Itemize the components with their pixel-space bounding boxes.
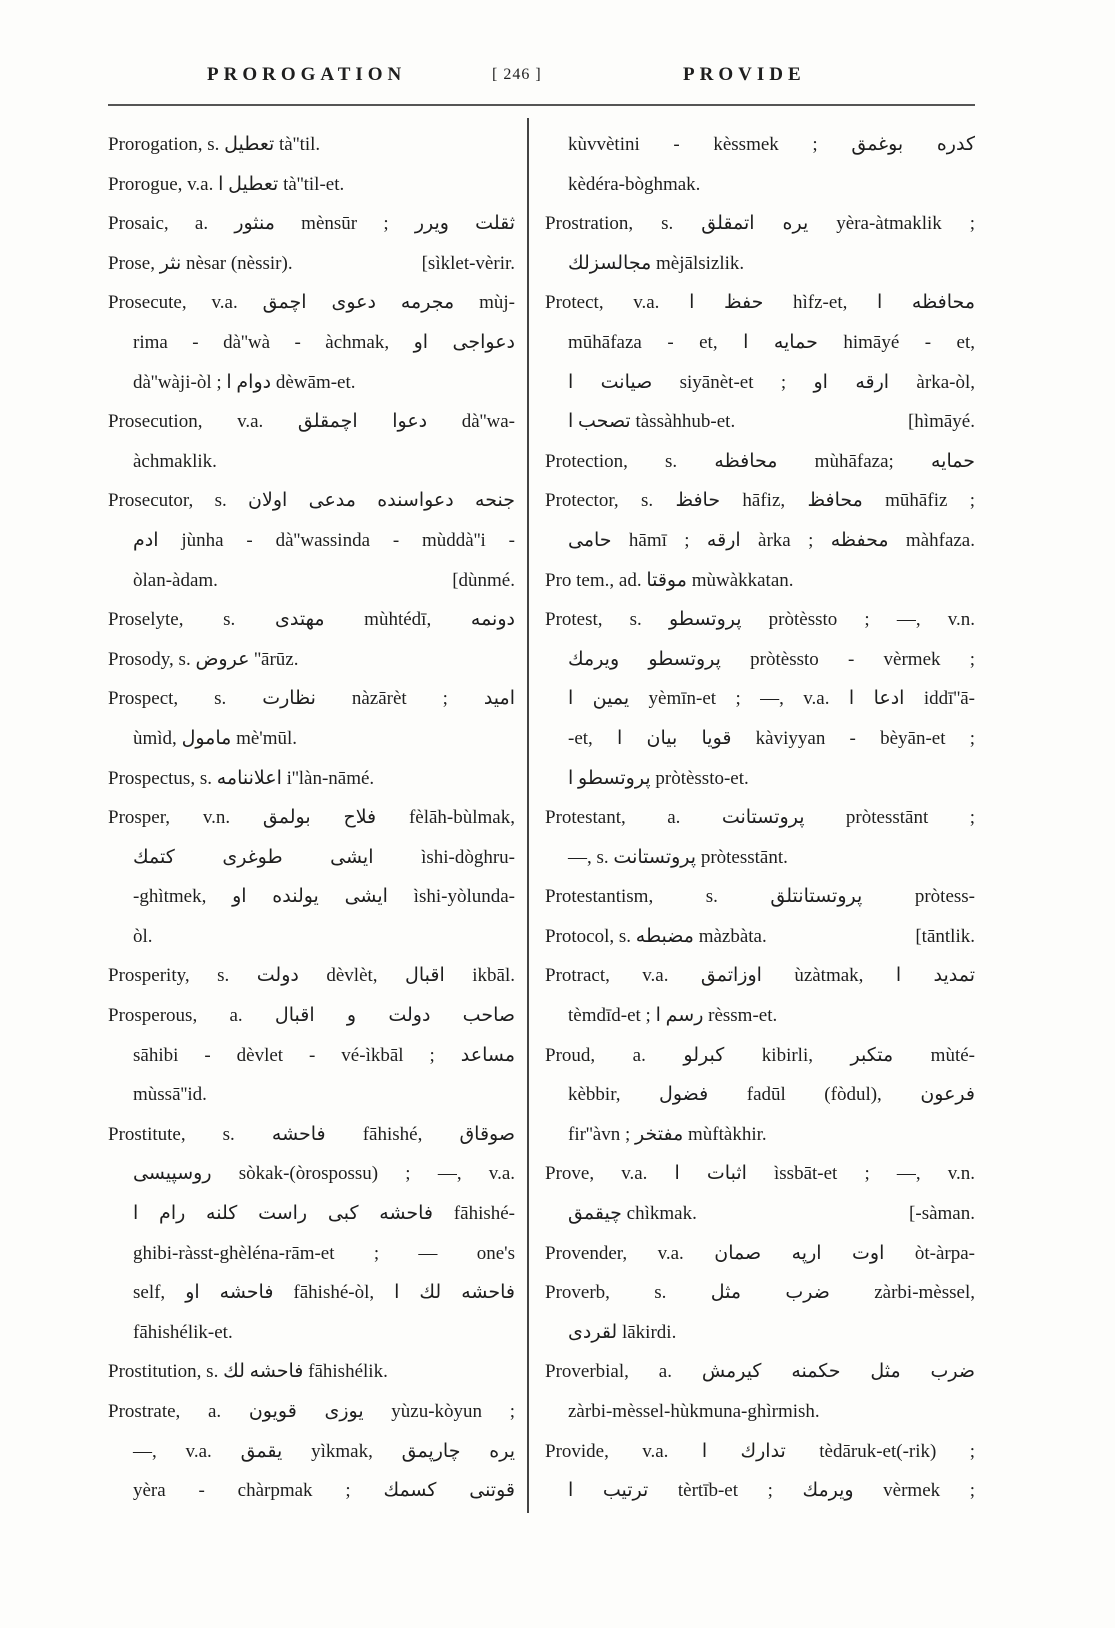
line-text: tèmdīd-et ; رسم ا rèssm-et. xyxy=(568,1005,778,1027)
line-tail: [hìmāyé. xyxy=(907,411,975,433)
line-text: ترتيب ا tèrtīb-et ; ويرمك vèrmek ; xyxy=(568,1480,975,1502)
line-text: Prospectus, s. اعلاننامه i''làn-nāmé. xyxy=(108,767,375,789)
continuation-line xyxy=(545,679,975,719)
entry-line xyxy=(108,640,515,680)
line-text: —, v.a. يقمق yìkmak, يره چارپمق xyxy=(133,1440,515,1462)
continuation-line xyxy=(108,561,515,601)
line-text: kèdéra-bòghmak. xyxy=(568,173,701,195)
entry-line xyxy=(545,956,975,996)
continuation-line xyxy=(545,363,975,403)
entry-line xyxy=(108,996,515,1036)
line-text: Prostrate, a. يوزى قويون yùzu-kòyun ; xyxy=(108,1401,515,1422)
continuation-line xyxy=(545,323,975,363)
entry-line xyxy=(108,481,515,521)
entry-line xyxy=(108,204,515,244)
entry-line xyxy=(545,1352,975,1392)
continuation-line xyxy=(545,1194,975,1234)
line-text: Prosperity, s. دولت dèvlèt, اقبال ikbāl. xyxy=(108,965,515,987)
line-text: Protocol, s. مضبطه màzbàta. xyxy=(545,925,767,947)
entry-line xyxy=(108,679,515,719)
continuation-line xyxy=(108,442,515,482)
continuation-line xyxy=(545,719,975,759)
line-text: Proverb, s. ضرب مثل zàrbi-mèssel, xyxy=(545,1282,975,1304)
entry-line xyxy=(108,244,515,284)
entry-line xyxy=(108,1392,515,1432)
entry-line xyxy=(545,1154,975,1194)
continuation-line xyxy=(108,719,515,759)
line-text: Proverbial, a. ضرب مثل حكمنه كيرمش xyxy=(545,1361,975,1383)
line-text: fāhishélik-et. xyxy=(133,1321,233,1343)
continuation-line xyxy=(545,1471,975,1511)
line-text: Proud, a. كبرلو kibirli, متكبر mùté- xyxy=(545,1044,975,1066)
line-text: مجالسزلك mèjālsizlik. xyxy=(568,252,745,274)
line-text: yèra - chàrpmak ; قوتنى كسمك xyxy=(133,1480,515,1502)
entry-line xyxy=(108,283,515,323)
line-text: يمين ا yèmīn-et ; —, v.a. ادعا ا iddī''ā- xyxy=(568,688,975,710)
line-text: Prove, v.a. اثبات ا ìssbāt-et ; —, v.n. xyxy=(545,1163,975,1185)
line-text: Protestant, a. پروتستانت pròtesstānt ; xyxy=(545,807,975,829)
line-text: -ghìtmek, ايشى يولنده او ìshi-yòlunda- xyxy=(133,886,515,908)
continuation-line xyxy=(545,125,975,165)
line-text: kèbbir, فضول fadūl (fòdul), فرعون xyxy=(568,1084,975,1106)
line-text: Prosperous, a. صاحب دولت و اقبال xyxy=(108,1005,515,1027)
line-text: Prosecutor, s. جنحه دعواسنده مدعى اولان xyxy=(108,490,515,512)
continuation-line xyxy=(545,402,975,442)
line-text: حامى hāmī ; ارقه àrka ; محفظه màhfaza. xyxy=(568,529,975,551)
continuation-line xyxy=(545,996,975,1036)
entry-line xyxy=(545,1432,975,1472)
entry-line xyxy=(108,1352,515,1392)
entry-line xyxy=(545,283,975,323)
left-column xyxy=(108,125,515,1511)
line-text: فاحشه كبى راست كلنه رام ا fāhishé- xyxy=(133,1203,515,1225)
page-number: [ 246 ] xyxy=(492,66,542,83)
line-text: لقردى lākirdi. xyxy=(568,1321,677,1343)
continuation-line xyxy=(108,877,515,917)
continuation-line xyxy=(108,1471,515,1511)
line-text: òl. xyxy=(133,925,153,947)
right-column xyxy=(545,125,975,1511)
line-text: Prosaic, a. منثور mènsūr ; ثقلت ويرر xyxy=(108,213,515,235)
line-text: Proselyte, s. مهتدى mùhtédī, دونمه xyxy=(108,609,515,631)
entry-line xyxy=(545,917,975,957)
line-text: mūhāfaza - et, حمايه ا himāyé - et, xyxy=(568,331,975,353)
entry-line xyxy=(108,798,515,838)
line-tail: [dùnmé. xyxy=(452,569,515,591)
line-text: zàrbi-mèssel-hùkmuna-ghìrmish. xyxy=(568,1401,820,1422)
entry-line xyxy=(545,877,975,917)
continuation-line xyxy=(108,363,515,403)
continuation-line xyxy=(108,1075,515,1115)
entry-line xyxy=(108,402,515,442)
line-text: sāhibi - dèvlet - vé-ìkbāl ; مساعد xyxy=(133,1044,515,1066)
continuation-line xyxy=(545,1075,975,1115)
line-text: rima - dà''wà - àchmak, دعواجى او xyxy=(133,331,515,353)
line-text: òlan-àdam. xyxy=(133,569,218,591)
line-text: Pro tem., ad. موقتا mùwàkkatan. xyxy=(545,569,794,591)
line-text: —, s. پروتستانت pròtesstānt. xyxy=(568,846,788,868)
line-tail: [-sàman. xyxy=(909,1203,975,1225)
line-text: Prosper, v.n. فلاح بولمق fèlāh-bùlmak, xyxy=(108,807,515,829)
entry-line xyxy=(545,1273,975,1313)
continuation-line xyxy=(108,521,515,561)
column-divider xyxy=(527,118,529,1513)
continuation-line xyxy=(108,1234,515,1274)
continuation-line xyxy=(545,1313,975,1353)
entry-line xyxy=(545,204,975,244)
line-text: Protection, s. محافظه mùhāfaza; حمايه xyxy=(545,450,975,472)
line-text: چيقمق chìkmak. xyxy=(568,1203,697,1225)
line-text: تصحب ا tàssàhhub-et. xyxy=(568,411,736,433)
continuation-line xyxy=(108,1194,515,1234)
header-rule xyxy=(108,104,975,106)
entry-line xyxy=(545,481,975,521)
line-text: Protestantism, s. پروتستانتلق pròtess- xyxy=(545,886,975,908)
entry-line xyxy=(108,956,515,996)
line-text: Prostration, s. يره اتمقلق yèra-àtmaklik ; xyxy=(545,213,975,235)
line-text: fir''àvn ; مفتخر mùftàkhir. xyxy=(568,1123,767,1145)
line-text: Prorogue, v.a. تعطيل ا tà''til-et. xyxy=(108,173,345,195)
line-text: ادم jùnha - dà''wassinda - mùddà''i - xyxy=(133,529,515,551)
line-text: Prosecute, v.a. مجرمه دعوى اچمق mùj- xyxy=(108,292,515,314)
line-text: پروتسطو ا pròtèssto-et. xyxy=(568,767,749,789)
line-text: Prospect, s. نظارت nàzārèt ; اميد xyxy=(108,688,515,710)
entry-line xyxy=(108,165,515,205)
line-text: -et, قويا بيان ا kàviyyan - bèyān-et ; xyxy=(568,727,975,749)
continuation-line xyxy=(545,1115,975,1155)
line-text: Prose, نثر nèsar (nèssir). xyxy=(108,252,293,274)
entry-line xyxy=(545,600,975,640)
line-text: Protector, s. حافظ hāfiz, محافظ mūhāfiz ; xyxy=(545,490,975,512)
line-text: dà''wàji-òl ; دوام ا dèwām-et. xyxy=(133,371,356,393)
continuation-line xyxy=(108,1313,515,1353)
line-text: Prorogation, s. تعطيل tà''til. xyxy=(108,134,321,155)
entry-line xyxy=(545,561,975,601)
continuation-line xyxy=(545,521,975,561)
continuation-line xyxy=(108,1273,515,1313)
continuation-line xyxy=(108,1036,515,1076)
line-text: Protract, v.a. اوزاتمق ùzàtmak, تمديد ا xyxy=(545,965,975,987)
continuation-line xyxy=(545,244,975,284)
line-text: mùssā''id. xyxy=(133,1084,207,1106)
line-text: صيانت ا siyānèt-et ; ارقه او àrka-òl, xyxy=(568,371,975,393)
continuation-line xyxy=(108,917,515,957)
line-text: àchmaklik. xyxy=(133,450,217,472)
line-text: Prostitution, s. فاحشه لك fāhishélik. xyxy=(108,1361,388,1383)
line-text: Prosecution, v.a. دعوا اچمقلق dà''wa- xyxy=(108,411,515,433)
line-text: Protest, s. پروتسطو pròtèssto ; —, v.n. xyxy=(545,609,975,631)
line-text: Prostitute, s. فاحشه fāhishé, صوقاق xyxy=(108,1123,515,1145)
continuation-line xyxy=(108,838,515,878)
line-text: Provide, v.a. تدارك ا tèdāruk-et(-rik) ; xyxy=(545,1440,975,1462)
entry-line xyxy=(108,125,515,165)
entry-line xyxy=(108,759,515,799)
continuation-line xyxy=(545,759,975,799)
continuation-line xyxy=(108,323,515,363)
line-text: پروتسطو ويرمك pròtèssto - vèrmek ; xyxy=(568,648,975,670)
entry-line xyxy=(108,600,515,640)
line-text: روسپيسى sòkak-(òrospossu) ; —, v.a. xyxy=(133,1163,515,1185)
line-tail: [tāntlik. xyxy=(915,925,975,947)
continuation-line xyxy=(545,838,975,878)
running-head-right: PROVIDE xyxy=(683,64,806,85)
entry-line xyxy=(545,798,975,838)
line-text: kùvvètini - kèssmek ; كدره بوغمق xyxy=(568,134,975,155)
continuation-line xyxy=(545,640,975,680)
continuation-line xyxy=(108,1154,515,1194)
continuation-line xyxy=(108,1432,515,1472)
continuation-line xyxy=(545,165,975,205)
line-text: self, فاحشه او fāhishé-òl, فاحشه لك ا xyxy=(133,1282,515,1304)
running-head-left: PROROGATION xyxy=(207,64,407,85)
line-text: ùmìd, مامول mè'mūl. xyxy=(133,727,298,749)
entry-line xyxy=(545,1036,975,1076)
entry-line xyxy=(545,1234,975,1274)
continuation-line xyxy=(545,1392,975,1432)
line-text: Prosody, s. عروض ''ārūz. xyxy=(108,648,299,670)
line-text: Protect, v.a. حفظ ا hìfz-et, محافظه ا xyxy=(545,292,975,314)
line-tail: [sìklet-vèrir. xyxy=(421,252,515,274)
entry-line xyxy=(108,1115,515,1155)
line-text: ghibi-ràsst-ghèléna-rām-et ; — one's xyxy=(133,1242,515,1264)
line-text: Provender, v.a. اوت ارپه صمان òt-àrpa- xyxy=(545,1242,975,1264)
entry-line xyxy=(545,442,975,482)
line-text: ايشى طوغرى كتمك ìshi-dòghru- xyxy=(133,846,515,868)
